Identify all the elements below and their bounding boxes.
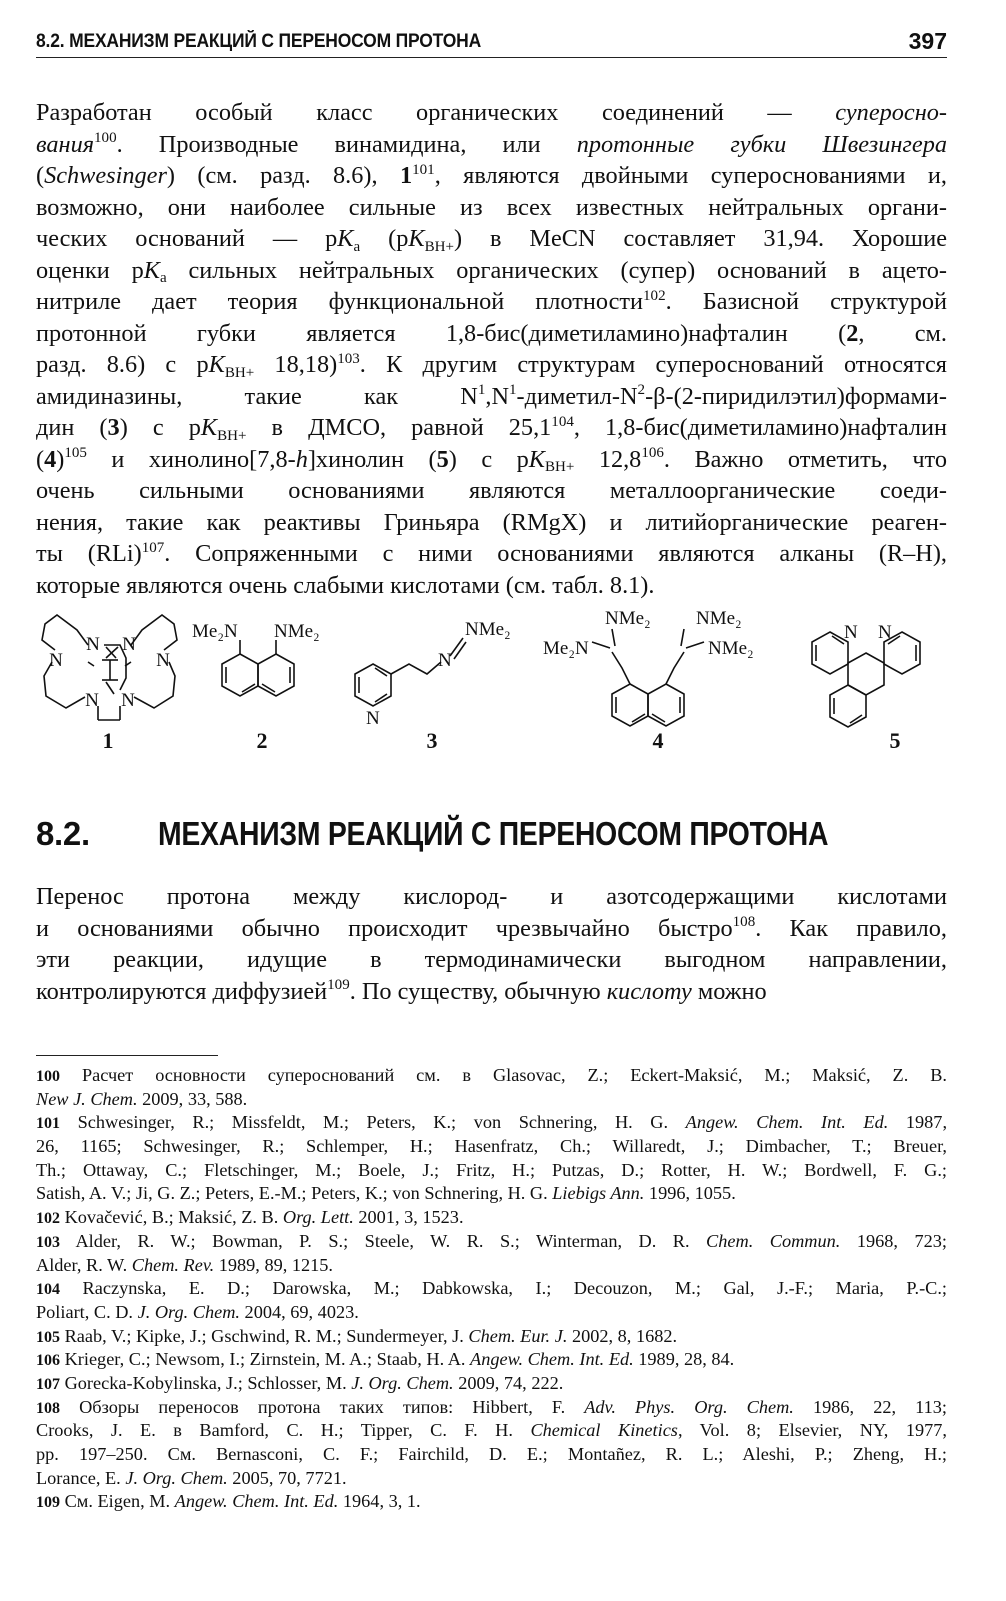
text-run: BH+ [224, 364, 255, 381]
text-run: Lorance, E. [36, 1467, 126, 1488]
text-run: Schwesinger, R.; Missfeldt, M.; Peters, K.; von Schnering, H. G. [60, 1112, 686, 1133]
text-run: суперосно- [835, 99, 947, 126]
text-run: 103 [36, 1233, 60, 1251]
text-run: ческих оснований — p [36, 225, 338, 252]
svg-text:N: N [438, 650, 452, 671]
text-run: 100 [36, 1068, 60, 1085]
text-run: Angew. Chem. Int. Ed. [685, 1112, 889, 1133]
text-line [36, 129, 947, 161]
text-line [36, 349, 947, 381]
text-run: Расчет основности супероснований см. в Glasovac, Z.; Eckert-Maksić, M.; Maksić, Z. B. [60, 1065, 947, 1085]
svg-text:NMe₂: NMe₂ [274, 621, 320, 642]
footnote-line [36, 1443, 947, 1467]
svg-text:NMe₂: NMe₂ [708, 638, 754, 659]
body-paragraph-2 [36, 881, 947, 1007]
structure-label-5: 5 [889, 728, 901, 753]
text-run: 12,8 [574, 445, 642, 473]
text-run: 2 [637, 382, 646, 399]
text-run: Alder, R. W. [36, 1254, 132, 1275]
footnote-line [36, 1254, 947, 1278]
text-run: . Важно отметить, что [663, 445, 947, 473]
text-run: 1 [399, 162, 413, 189]
text-run: сильных нейтральных органических (супер) оснований в ацето- [166, 256, 947, 284]
text-run: 2009, 74, 222. [453, 1372, 564, 1393]
text-line [36, 160, 947, 192]
text-run: 105 [64, 445, 87, 462]
text-line [36, 381, 947, 413]
text-run: ( [36, 445, 45, 473]
text-run: и хинолино[7,8- [86, 445, 296, 473]
footnote-separator [36, 1055, 218, 1056]
text-run: эти реакции, идущие в термодинамически выгодном направлении, [36, 946, 947, 973]
text-run: которые являются очень слабыми кислотами (см. табл. 8.1). [36, 571, 655, 599]
text-run: 2009, 33, 588. [137, 1088, 248, 1109]
text-run: Alder, R. W.; Bowman, P. S.; Steele, W. R. S.; Winterman, D. R. [60, 1230, 707, 1251]
text-run: BH+ [217, 427, 247, 444]
text-run: 1 [477, 382, 486, 399]
footnote-line [36, 1490, 947, 1514]
footnote-line [36, 1230, 947, 1254]
text-run: 2004, 69, 4023. [239, 1301, 359, 1322]
text-run: ( [36, 162, 45, 189]
text-line [36, 286, 947, 318]
text-run: 108 [732, 914, 756, 931]
text-run: 5 [436, 445, 449, 473]
structure-label-3: 3 [426, 728, 438, 753]
text-run: Raab, V.; Kipke, J.; Gschwind, R. M.; Sundermeyer, J. [60, 1325, 469, 1346]
svg-text:N: N [85, 690, 99, 711]
text-line [36, 97, 947, 129]
text-run: 100 [94, 130, 117, 147]
text-line [36, 881, 947, 913]
text-run: 109 [327, 977, 350, 994]
text-run: 107 [36, 1375, 60, 1393]
text-run: 1996, 1055. [644, 1183, 736, 1204]
footnote-line [36, 1159, 947, 1183]
text-run: 2001, 3, 1523. [353, 1207, 464, 1228]
running-title: 8.2. МЕХАНИЗМ РЕАКЦИЙ С ПЕРЕНОСОМ ПРОТОНА [36, 31, 482, 52]
text-run: , см. [858, 319, 947, 347]
svg-text:N: N [366, 708, 380, 729]
text-run: (p [360, 225, 409, 252]
footnote-line [36, 1325, 947, 1349]
text-run: , Vol. 8; Elsevier, NY, 1977, [677, 1420, 947, 1441]
text-run: . Сопряженными с ними основаниями являются алканы (R–H), [164, 540, 948, 567]
footnote-line [36, 1182, 947, 1206]
structure-1 [42, 615, 177, 720]
svg-text:N: N [122, 634, 136, 655]
body-paragraph-1 [36, 97, 947, 601]
text-run: , 1,8-бис(диметиламино)нафталин [573, 414, 947, 441]
text-run: ) в MeCN составляет 31,94. Хорошие [453, 225, 947, 252]
text-run: 1 [509, 382, 517, 399]
text-run: K [408, 225, 425, 252]
text-run: a [353, 238, 361, 255]
text-run: . Производные винамидина, или [116, 130, 577, 158]
text-run: Angew. Chem. Int. Ed. [174, 1491, 339, 1512]
text-line [36, 223, 947, 255]
text-run: Raczynska, E. D.; Darowska, M.; Dabkowska, I.; Decouzon, M.; Gal, J.-F.; Maria, P.-C.; [60, 1278, 947, 1299]
text-run: K [208, 351, 225, 378]
text-run: 1989, 89, 1215. [214, 1254, 333, 1275]
text-run: Krieger, C.; Newsom, I.; Zirnstein, M. A.; Staab, H. A. [60, 1349, 471, 1370]
structure-3 [355, 619, 511, 729]
footnote-line [36, 1372, 947, 1396]
text-run: a [159, 270, 167, 287]
text-line [36, 538, 947, 570]
text-run: Chem. Eur. J. [468, 1325, 568, 1346]
text-run: 18,18) [254, 351, 338, 378]
footnote-line [36, 1206, 947, 1230]
text-run: Обзоры переносов протона таких типов: Hibbert, F. [60, 1396, 585, 1417]
text-run: в ДМСО, равной 25,1 [246, 414, 552, 441]
structure-label-4: 4 [652, 728, 664, 753]
text-run: K [337, 225, 354, 252]
text-run: . Как правило, [755, 914, 947, 942]
text-run: 105 [36, 1328, 60, 1346]
text-run: 108 [36, 1399, 60, 1417]
svg-text:NMe₂: NMe₂ [465, 619, 511, 640]
text-run: Liebigs Ann. [552, 1183, 645, 1204]
footnote-line [36, 1348, 947, 1372]
text-run: . К другим структурам супероснований относятся [359, 351, 947, 378]
text-run: 1964, 3, 1. [338, 1491, 421, 1512]
footnotes [36, 1064, 947, 1514]
svg-text:N: N [156, 650, 170, 671]
svg-text:N: N [49, 650, 63, 671]
text-run: разд. 8.6) с p [36, 351, 209, 378]
text-run: -β-(2-пиридилэтил)формами- [645, 382, 947, 410]
text-line [36, 255, 947, 287]
text-run: 1968, 723; [840, 1230, 947, 1251]
text-run: Org. Lett. [282, 1207, 354, 1228]
text-run: 106 [36, 1352, 60, 1370]
text-run: нитриле дает теория функциональной плотности [36, 288, 644, 315]
page-number: 397 [908, 28, 947, 54]
text-line [36, 192, 947, 224]
text-run: 103 [337, 350, 360, 367]
text-run: 101 [36, 1115, 60, 1133]
structure-labels [103, 728, 901, 753]
running-header [36, 27, 947, 58]
text-run: можно [691, 977, 767, 1005]
text-run: Gorecka-Kobylinska, J.; Schlosser, M. [60, 1372, 352, 1393]
text-line [36, 913, 947, 945]
svg-text:NMe₂: NMe₂ [605, 608, 651, 629]
text-run: pp. 197–250. См. Bernasconi, C. F.; Fairchild, D. E.; Montañez, R. L.; Aleshi, P.; Zheng, H.; [36, 1444, 947, 1464]
text-line [36, 976, 947, 1008]
text-run: 102 [643, 287, 666, 304]
structure-4 [543, 608, 754, 726]
text-run: 106 [641, 445, 664, 462]
text-run: 109 [36, 1494, 60, 1512]
text-run: J. Org. Chem. [137, 1301, 240, 1322]
text-run: , являются двойными супероснованиями и, [434, 162, 947, 189]
text-run: Chemical Kinetics [530, 1420, 678, 1441]
text-run: протонной губки является 1,8-бис(диметиламино)нафталин ( [36, 319, 847, 347]
structure-label-1: 1 [102, 728, 114, 753]
text-run: 104 [36, 1281, 60, 1299]
text-run: -диметил-N [516, 382, 638, 410]
text-run: BH+ [424, 238, 454, 255]
text-run: BH+ [544, 459, 575, 476]
footnote-line [36, 1111, 947, 1135]
text-run: New J. Chem. [36, 1088, 138, 1109]
text-run: 104 [551, 413, 574, 430]
text-run: амидиназины, такие как N [36, 382, 478, 410]
text-run: оценки p [36, 256, 144, 284]
footnote-line [36, 1135, 947, 1159]
text-run: нения, такие как реактивы Гриньяра (RMgX) и литийорганические реаген- [36, 508, 947, 536]
text-run: Adv. Phys. Org. Chem. [584, 1396, 794, 1417]
text-run: Poliart, C. D. [36, 1301, 138, 1322]
text-run: и основаниями обычно происходит чрезвычайно быстро [36, 914, 733, 942]
text-run: 4 [44, 445, 57, 473]
text-run: ты (RLi) [36, 540, 142, 567]
text-run: Schwesinger [44, 162, 167, 189]
text-run: ) (см. разд. 8.6), [166, 162, 400, 189]
text-run: 1989, 28, 84. [633, 1349, 735, 1370]
svg-text:N: N [86, 634, 100, 655]
text-line [36, 444, 947, 476]
text-run: очень сильными основаниями являются металлоорганические соеди- [36, 477, 947, 504]
text-run: 1987, [888, 1112, 948, 1133]
text-run: K [528, 445, 545, 473]
text-line [36, 570, 947, 602]
text-run: Satish, A. V.; Ji, G. Z.; Peters, E.-M.; Peters, K.; von Schnering, H. G. [36, 1183, 553, 1204]
text-run: кислоту [606, 977, 692, 1005]
section-number: 8.2. [36, 815, 90, 852]
text-run: Chem. Rev. [131, 1254, 215, 1275]
text-run: 2002, 8, 1682. [567, 1325, 678, 1346]
text-run: Перенос протона между кислород- и азотсодержащими кислотами [36, 883, 947, 910]
text-line [36, 475, 947, 507]
structure-2 [192, 621, 320, 696]
text-run: контролируются диффузией [36, 977, 328, 1005]
text-line [36, 412, 947, 444]
footnote-line [36, 1088, 947, 1112]
text-run: K [143, 256, 160, 284]
svg-text:NMe₂: NMe₂ [696, 608, 742, 629]
footnote-line [36, 1467, 947, 1491]
text-run: K [200, 414, 218, 441]
footnote-line [36, 1064, 947, 1088]
text-run: . Базисной структурой [665, 288, 948, 315]
text-run: ) с p [448, 445, 529, 473]
structure-5 [812, 622, 920, 727]
text-run: вания [36, 130, 95, 158]
text-run: h [295, 445, 308, 473]
section-title: МЕХАНИЗМ РЕАКЦИЙ С ПЕРЕНОСОМ ПРОТОНА [158, 815, 829, 852]
text-run: См. Eigen, M. [60, 1491, 175, 1512]
text-run: протонные губки Швезингера [576, 130, 947, 158]
footnote-line [36, 1301, 947, 1325]
text-run: ,N [485, 382, 510, 410]
footnote-line [36, 1396, 947, 1420]
text-run: дин ( [36, 414, 108, 441]
svg-text:Me₂N: Me₂N [543, 638, 589, 659]
text-run: J. Org. Chem. [125, 1467, 228, 1488]
footnote-line [36, 1277, 947, 1301]
text-line [36, 944, 947, 976]
footnote-line [36, 1419, 947, 1443]
structure-label-2: 2 [256, 728, 268, 753]
text-run: Th.; Ottaway, C.; Fletschinger, M.; Boele, J.; Fritz, H.; Putzas, D.; Rotter, H. W.; Bordwell, F. G.; [36, 1159, 947, 1180]
text-run: 101 [412, 161, 435, 178]
text-run: ) с p [119, 414, 201, 441]
text-run: 2005, 70, 7721. [227, 1467, 347, 1488]
svg-text:N: N [121, 690, 135, 711]
text-run: Chem. Commun. [706, 1230, 841, 1251]
svg-text:N: N [878, 622, 892, 643]
text-run: 102 [36, 1210, 60, 1228]
text-run: ]хинолин ( [307, 445, 437, 473]
svg-text:N: N [844, 622, 858, 643]
text-run: 107 [141, 539, 165, 556]
svg-text:Me₂N: Me₂N [192, 621, 238, 642]
text-run: 2 [846, 319, 859, 347]
text-run: 26, 1165; Schwesinger, R.; Schlemper, H.; Hasenfratz, Ch.; Willaredt, J.; Dimbacher, T.; Breuer, [36, 1136, 947, 1157]
text-line [36, 318, 947, 350]
text-run: Crooks, J. E. в Bamford, C. H.; Tipper, C. F. H. [36, 1420, 531, 1441]
text-run: 1986, 22, 113; [793, 1396, 947, 1417]
text-run: J. Org. Chem. [351, 1372, 454, 1393]
text-run: возможно, они наиболее сильные из всех известных нейтральных органи- [36, 193, 947, 221]
text-run: 3 [107, 414, 120, 441]
text-run: Angew. Chem. Int. Ed. [470, 1349, 634, 1370]
chemical-structures [30, 602, 960, 757]
text-line [36, 507, 947, 539]
text-run: . По существу, обычную [349, 977, 607, 1005]
text-run: Kovačević, B.; Maksić, Z. B. [60, 1207, 283, 1228]
text-run: ) [56, 445, 65, 473]
text-run: Разработан особый класс органических соединений — [36, 99, 836, 126]
